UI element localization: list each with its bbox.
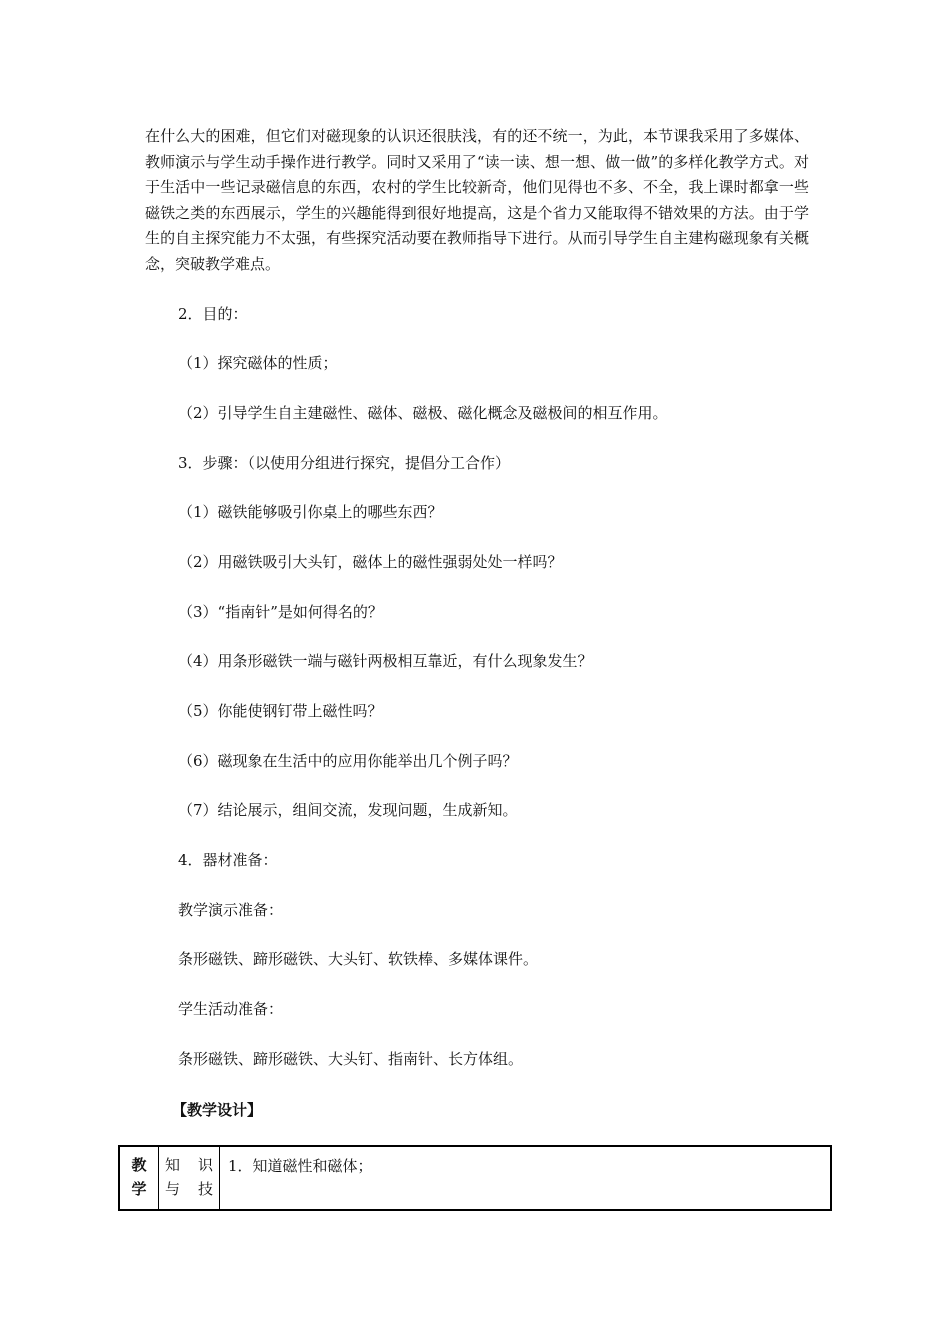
category-char: 教: [131, 1156, 147, 1174]
purpose-item-2: （2）引导学生自主建磁性、磁体、磁极、磁化概念及磁极间的相互作用。: [178, 404, 668, 422]
category-char: 学: [131, 1180, 147, 1198]
dimension-line: 与 技: [165, 1180, 213, 1198]
teacher-prep-label: 教学演示准备：: [178, 901, 284, 919]
step-item-5: （5）你能使钢钉带上磁性吗？: [178, 702, 383, 720]
step-item-1: （1）磁铁能够吸引你桌上的哪些东西？: [178, 503, 443, 521]
design-table: [118, 1145, 832, 1211]
step-item-6: （6）磁现象在生活中的应用你能举出几个例子吗？: [178, 752, 518, 770]
teacher-prep-items: 条形磁铁、蹄形磁铁、大头钉、软铁棒、多媒体课件。: [178, 950, 539, 968]
dimension-line: 知 识: [165, 1156, 213, 1174]
step-item-7: （7）结论展示，组间交流，发现问题，生成新知。: [178, 801, 518, 819]
table-cell-category: [119, 1146, 159, 1210]
student-prep-items: 条形磁铁、蹄形磁铁、大头钉、指南针、长方体组。: [178, 1050, 524, 1068]
table-cell-objective: 1．知道磁性和磁体；: [220, 1146, 832, 1210]
purpose-title: 2．目的：: [178, 305, 248, 323]
student-prep-label: 学生活动准备：: [178, 1000, 284, 1018]
steps-title: 3．步骤：（以使用分组进行探究，提倡分工合作）: [178, 454, 511, 472]
intro-paragraph: 在什么大的困难，但它们对磁现象的认识还很肤浅，有的还不统一，为此，本节课我采用了多媒体、教师演示与学生动手操作进行教学。同时又采用了“读一读、想一想、做一做”的多样化教学方式。对于生活中一些记录磁信息的东西，农村的学生比较新奇，他们见得也不多、不全，我上课时都拿一些磁铁之类的东西展示，学生的兴趣能得到很好地提高，这是个省力又能取得不错效果的方法。由于学生的自主探究能力不太强，有些探究活动要在教师指导下进行。从而引导学生自主建构磁现象有关概念，突破教学难点。: [145, 127, 809, 273]
design-heading: 【教学设计】: [172, 1101, 263, 1119]
table-row: [119, 1146, 831, 1210]
equipment-title: 4．器材准备：: [178, 851, 278, 869]
purpose-item-1: （1）探究磁体的性质；: [178, 354, 338, 372]
table-cell-dimension: [159, 1146, 220, 1210]
step-item-4: （4）用条形磁铁一端与磁针两极相互靠近，有什么现象发生？: [178, 652, 593, 670]
step-item-2: （2）用磁铁吸引大头钉，磁体上的磁性强弱处处一样吗？: [178, 553, 563, 571]
step-item-3: （3）“指南针”是如何得名的？: [178, 603, 383, 621]
